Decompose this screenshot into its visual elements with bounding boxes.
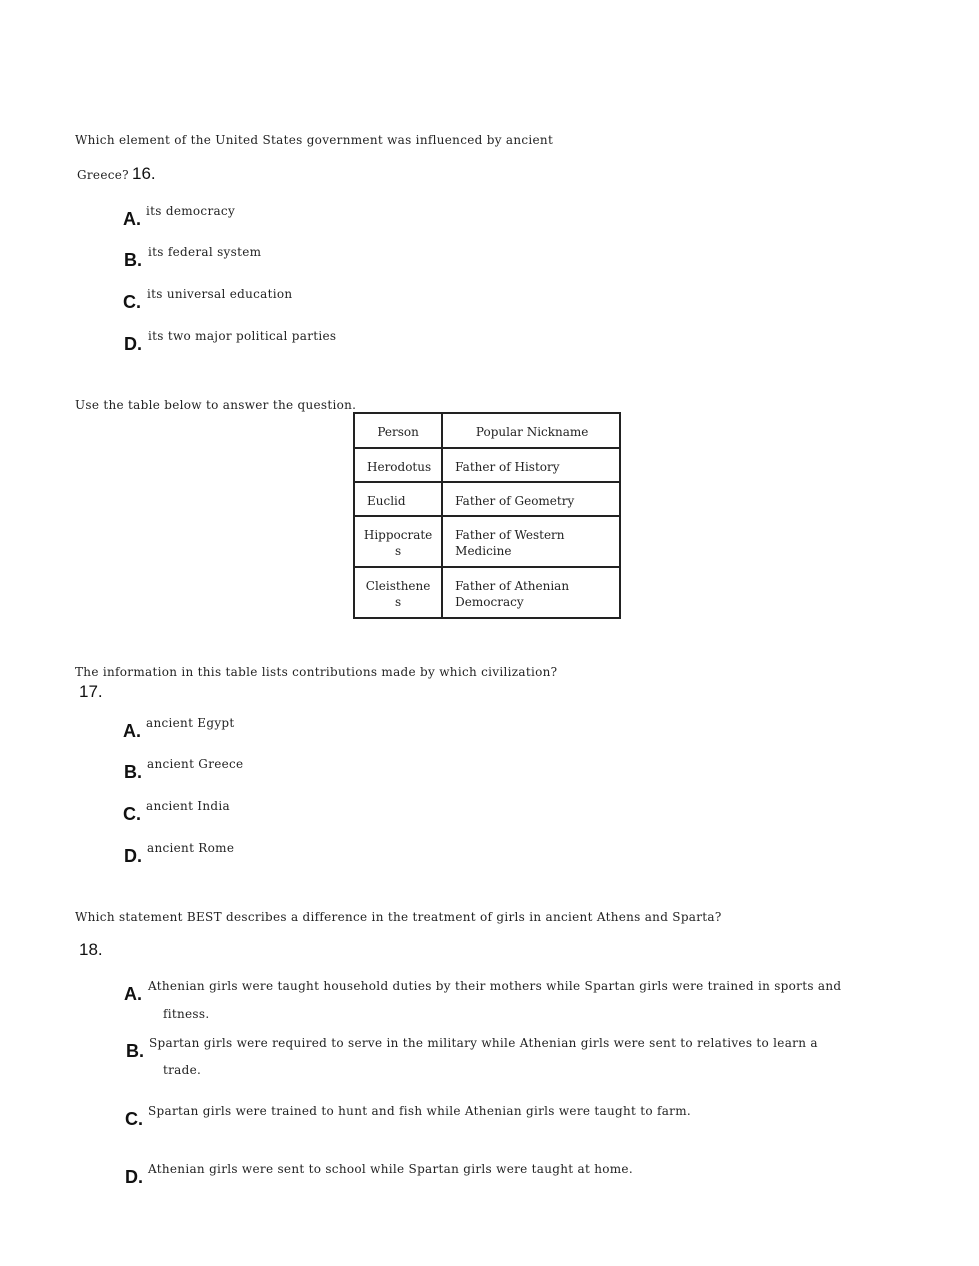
q16-option-a-letter[interactable]: A.	[123, 209, 141, 229]
q18-stem: Which statement BEST describes a difference in the treatment of girls in ancient Athens and Sparta?	[75, 910, 722, 924]
q16-stem-line2: Greece?	[77, 168, 129, 182]
q16-option-b-letter[interactable]: B.	[124, 250, 142, 270]
q17-option-c-text[interactable]: ancient India	[146, 799, 230, 813]
table-cell-person: Hippocrate s	[354, 516, 442, 567]
q18-option-c-letter[interactable]: C.	[125, 1109, 143, 1129]
q18-option-a-line2[interactable]: fitness.	[163, 1007, 210, 1021]
q17-option-b-letter[interactable]: B.	[124, 762, 142, 782]
q17-number: 17.	[79, 682, 103, 701]
table-header-nickname: Popular Nickname	[442, 413, 620, 448]
q17-option-d-text[interactable]: ancient Rome	[147, 841, 235, 855]
table-cell-person: Herodotus	[354, 448, 442, 482]
q18-option-c-text[interactable]: Spartan girls were trained to hunt and fish while Athenian girls were taught to farm.	[148, 1104, 692, 1118]
q18-option-d-text[interactable]: Athenian girls were sent to school while Spartan girls were taught at home.	[148, 1162, 633, 1176]
q16-number: 16.	[132, 164, 156, 183]
q18-option-b-letter[interactable]: B.	[126, 1041, 144, 1061]
table-header-row	[354, 413, 620, 448]
table-row	[354, 516, 620, 567]
q18-option-a-letter[interactable]: A.	[124, 984, 142, 1004]
q16-stem-line1: Which element of the United States government was influenced by ancient	[75, 133, 554, 147]
q16-option-c-text[interactable]: its universal education	[147, 287, 293, 301]
q16-option-b-text[interactable]: its federal system	[148, 245, 262, 259]
table-cell-nickname: Father of Athenian Democracy	[442, 567, 620, 618]
q17-option-a-letter[interactable]: A.	[123, 721, 141, 741]
table-cell-nickname: Father of Western Medicine	[442, 516, 620, 567]
nickname-table	[353, 412, 621, 619]
table-row	[354, 567, 620, 618]
q18-option-b-line1[interactable]: Spartan girls were required to serve in the military while Athenian girls were sent to relatives to learn a	[149, 1036, 818, 1050]
table-row	[354, 448, 620, 482]
table-cell-nickname: Father of Geometry	[442, 482, 620, 516]
q16-option-c-letter[interactable]: C.	[123, 292, 141, 312]
q16-option-a-text[interactable]: its democracy	[146, 204, 236, 218]
q17-option-a-text[interactable]: ancient Egypt	[146, 716, 235, 730]
table-header-person: Person	[354, 413, 442, 448]
q17-stem: The information in this table lists contributions made by which civilization?	[75, 665, 558, 679]
q18-option-d-letter[interactable]: D.	[125, 1167, 143, 1187]
q18-option-b-line2[interactable]: trade.	[163, 1063, 202, 1077]
table-cell-person: Euclid	[354, 482, 442, 516]
q16-option-d-text[interactable]: its two major political parties	[148, 329, 337, 343]
q17-option-d-letter[interactable]: D.	[124, 846, 142, 866]
q17-option-c-letter[interactable]: C.	[123, 804, 141, 824]
q17-option-b-text[interactable]: ancient Greece	[147, 757, 244, 771]
table-cell-nickname: Father of History	[442, 448, 620, 482]
q18-number: 18.	[79, 940, 103, 959]
q16-option-d-letter[interactable]: D.	[124, 334, 142, 354]
q18-option-a-line1[interactable]: Athenian girls were taught household duties by their mothers while Spartan girls were trained in sports and	[148, 979, 842, 993]
table-cell-person: Cleisthene s	[354, 567, 442, 618]
table-intro: Use the table below to answer the question.	[75, 398, 357, 412]
table-row	[354, 482, 620, 516]
